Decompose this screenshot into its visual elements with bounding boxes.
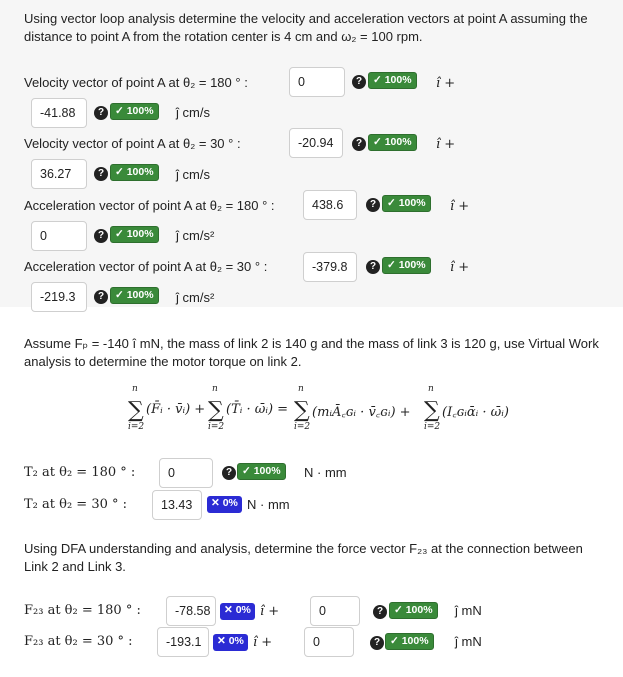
- input-velocity-30-i[interactable]: -20.94: [289, 128, 343, 158]
- sum-lower-limit: i=2: [294, 422, 311, 432]
- help-icon[interactable]: ?: [222, 466, 236, 480]
- virtual-work-formula: [128, 384, 528, 432]
- input-acceleration-30-i[interactable]: -379.8: [303, 252, 357, 282]
- input-acceleration-180-i[interactable]: 438.6: [303, 190, 357, 220]
- unit-i-plus: î +: [450, 199, 470, 214]
- input-velocity-180-j[interactable]: -41.88: [31, 98, 87, 128]
- input-force-30-j[interactable]: 0: [304, 627, 354, 657]
- score-badge-100: ✓ 100%: [389, 602, 438, 619]
- score-badge-0: ✕ 0%: [207, 496, 242, 513]
- input-acceleration-180-j[interactable]: 0: [31, 221, 87, 251]
- sum-lower-limit: i=2: [128, 422, 145, 432]
- input-velocity-180-i[interactable]: 0: [289, 67, 345, 97]
- sigma-2: ∑: [208, 398, 224, 423]
- score-badge-100: ✓ 100%: [237, 463, 286, 480]
- unit-j-cms2: ĵ cm/s²: [176, 228, 215, 243]
- sum-upper-limit: n: [212, 384, 218, 394]
- term-inertia-alpha: (I꜀ɢᵢᾱᵢ · ω̄ᵢ): [442, 405, 509, 420]
- sum-lower-limit: i=2: [208, 422, 225, 432]
- input-force-180-i[interactable]: -78.58: [166, 596, 216, 626]
- dfa-text: Using DFA understanding and analysis, determine the force vector F₂₃ at the connection between Link 2 and Link 3.: [24, 541, 583, 574]
- label-torque-30: T₂ at θ₂ = 30 ° :: [24, 497, 128, 512]
- unit-i-plus: î +: [436, 137, 456, 152]
- sum-upper-limit: n: [132, 384, 138, 394]
- unit-j-mn: ĵ mN: [455, 634, 482, 649]
- score-badge-100: ✓ 100%: [110, 287, 159, 304]
- unit-i-plus: î +: [436, 76, 456, 91]
- unit-j-cms: ĵ cm/s: [176, 105, 210, 120]
- help-icon[interactable]: ?: [352, 137, 366, 151]
- unit-nmm: N · mm: [247, 497, 290, 512]
- help-icon[interactable]: ?: [352, 75, 366, 89]
- sigma-3: ∑: [294, 398, 310, 423]
- label-torque-180: T₂ at θ₂ = 180 ° :: [24, 465, 136, 480]
- intro-text: Using vector loop analysis determine the velocity and acceleration vectors at point A assuming the distance to point A from the rotation center is 4 cm and ω₂ = 100 rpm.: [24, 11, 588, 44]
- sum-upper-limit: n: [428, 384, 434, 394]
- input-force-30-i[interactable]: -193.1: [157, 627, 209, 657]
- term-torque-omega: (T̄ᵢ · ω̄ᵢ) =: [226, 402, 289, 417]
- input-velocity-30-j[interactable]: 36.27: [31, 159, 87, 189]
- help-icon[interactable]: ?: [94, 106, 108, 120]
- unit-nmm: N · mm: [304, 465, 347, 480]
- help-icon[interactable]: ?: [366, 198, 380, 212]
- unit-i-plus: î +: [260, 604, 280, 619]
- term-force-velocity: (F̄ᵢ · v̄ᵢ) +: [146, 402, 206, 417]
- unit-j-mn: ĵ mN: [455, 603, 482, 618]
- sigma-1: ∑: [128, 398, 144, 423]
- score-badge-100: ✓ 100%: [382, 257, 431, 274]
- score-badge-100: ✓ 100%: [110, 226, 159, 243]
- help-icon[interactable]: ?: [366, 260, 380, 274]
- sum-upper-limit: n: [298, 384, 304, 394]
- help-icon[interactable]: ?: [370, 636, 384, 650]
- unit-i-plus: î +: [450, 260, 470, 275]
- input-force-180-j[interactable]: 0: [310, 596, 360, 626]
- sigma-4: ∑: [424, 398, 440, 423]
- label-velocity-180: Velocity vector of point A at θ₂ = 180 ° :: [24, 75, 248, 90]
- help-icon[interactable]: ?: [94, 229, 108, 243]
- score-badge-100: ✓ 100%: [368, 134, 417, 151]
- score-badge-0: ✕ 0%: [213, 634, 248, 651]
- input-acceleration-30-j[interactable]: -219.3: [31, 282, 87, 312]
- sum-lower-limit: i=2: [424, 422, 441, 432]
- score-badge-100: ✓ 100%: [110, 103, 159, 120]
- help-icon[interactable]: ?: [373, 605, 387, 619]
- score-badge-100: ✓ 100%: [382, 195, 431, 212]
- label-force-30: F₂₃ at θ₂ = 30 ° :: [24, 634, 133, 649]
- score-badge-100: ✓ 100%: [368, 72, 417, 89]
- unit-i-plus: î +: [253, 635, 273, 650]
- label-velocity-30: Velocity vector of point A at θ₂ = 30 ° :: [24, 136, 241, 151]
- help-icon[interactable]: ?: [94, 290, 108, 304]
- assume-text: Assume Fₚ = -140 î mN, the mass of link 2 is 140 g and the mass of link 3 is 120 g, use Virtual Work analysis to determine the motor torque on link 2.: [24, 336, 599, 369]
- label-force-180: F₂₃ at θ₂ = 180 ° :: [24, 603, 141, 618]
- score-badge-100: ✓ 100%: [385, 633, 434, 650]
- label-acceleration-30: Acceleration vector of point A at θ₂ = 30 ° :: [24, 259, 268, 274]
- label-acceleration-180: Acceleration vector of point A at θ₂ = 180 ° :: [24, 198, 275, 213]
- help-icon[interactable]: ?: [94, 167, 108, 181]
- score-badge-100: ✓ 100%: [110, 164, 159, 181]
- score-badge-0: ✕ 0%: [220, 603, 255, 620]
- input-torque-180[interactable]: 0: [159, 458, 213, 488]
- unit-j-cms: ĵ cm/s: [176, 167, 210, 182]
- input-torque-30[interactable]: 13.43: [152, 490, 202, 520]
- unit-j-cms2: ĵ cm/s²: [176, 290, 215, 305]
- term-mass-acceleration: (mᵢĀ꜀ɢᵢ · v̄꜀ɢᵢ) +: [312, 405, 411, 420]
